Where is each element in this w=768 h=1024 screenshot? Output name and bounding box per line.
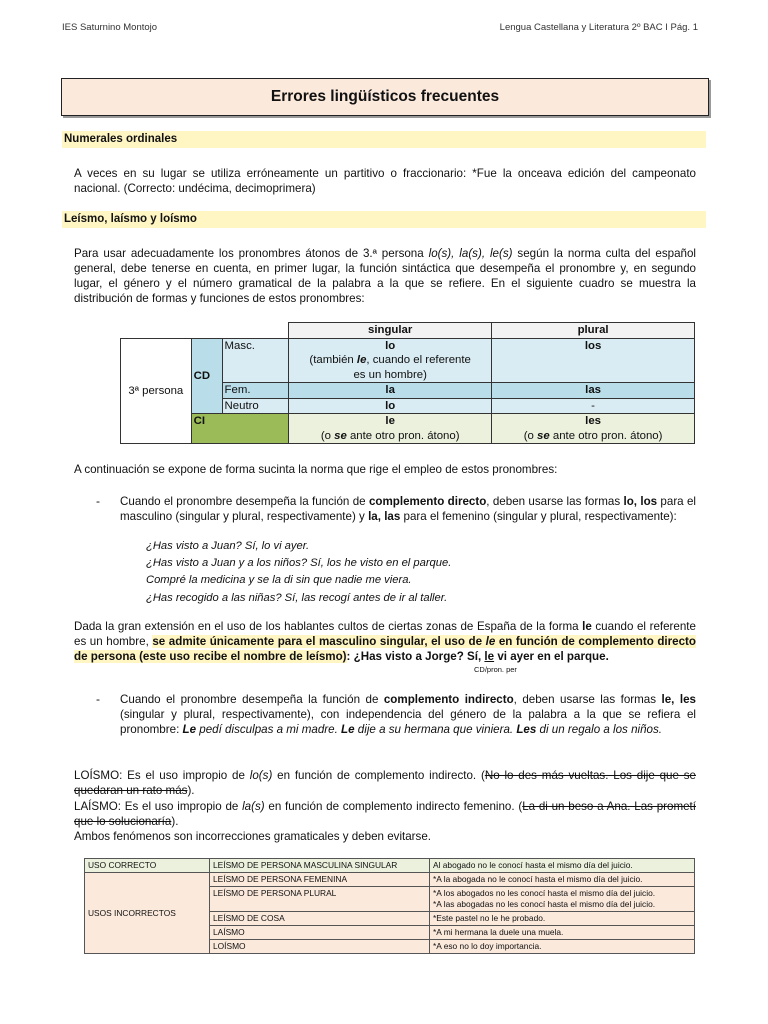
table-row-example: Al abogado no le conocí hasta el mismo día del juicio. <box>430 859 695 873</box>
fem-label: Fem. <box>222 383 289 399</box>
ci-singular: le (o se ante otro pron. átono) <box>289 414 492 444</box>
example-2: ¿Has visto a Juan y a los niños? Sí, los he visto en el parque. <box>146 557 452 569</box>
table-row-type: LAÍSMO <box>210 926 430 940</box>
header-left: IES Saturnino Montojo <box>62 22 158 33</box>
fem-singular: la <box>289 383 492 399</box>
bullet-cd: Cuando el pronombre desempeña la función de complemento directo, deben usarse las formas lo, los para el masculino (singular y plural, respectivamente) y la, las para el femenino (singular y plural, respectivamente): <box>120 495 696 523</box>
bullet-dash: - <box>96 494 100 508</box>
masc-singular: lo (también le, cuando el referente es un hombre) <box>289 338 492 383</box>
section-heading-leismo: Leísmo, laísmo y loísmo <box>62 211 706 228</box>
example-4: ¿Has recogido a las niñas? Sí, las recogí antes de ir al taller. <box>146 592 448 604</box>
table-row-example: *A los abogados no les conocí hasta el mismo día del juicio. *A las abogadas no les conocí hasta el mismo día del juicio. <box>430 887 695 912</box>
neutro-plural: - <box>492 398 695 414</box>
neutro-singular: lo <box>289 398 492 414</box>
table-row-type: LEÍSMO DE PERSONA FEMENINA <box>210 873 430 887</box>
usage-table <box>84 858 695 954</box>
bullet-dash: - <box>96 692 100 706</box>
uso-correcto-label: USO CORRECTO <box>85 859 210 873</box>
ambos-text: Ambos fenómenos son incorrecciones gramaticales y deben evitarse. <box>74 830 432 843</box>
laismo-definition: LAÍSMO: Es el uso impropio de la(s) en función de complemento indirecto femenino. (La di un beso a Ana. Las prometí que lo solucionaría). <box>74 800 696 828</box>
table-row-example: *Este pastel no le he probado. <box>430 912 695 926</box>
example-1: ¿Has visto a Juan? Sí, lo vi ayer. <box>146 540 310 552</box>
example-3: Compré la medicina y se la di sin que nadie me viera. <box>146 574 412 586</box>
ci-plural: les (o se ante otro pron. átono) <box>492 414 695 444</box>
loismo-definition: LOÍSMO: Es el uso impropio de lo(s) en función de complemento indirecto. (No lo des más vueltas. Los dije que se quedaran un rato más). <box>74 769 696 797</box>
usos-incorrectos-label: USOS INCORRECTOS <box>85 873 210 954</box>
col-plural: plural <box>492 323 695 339</box>
table-row-type: LEÍSMO DE COSA <box>210 912 430 926</box>
cd-label: CD <box>191 338 222 414</box>
masc-plural: los <box>492 338 695 383</box>
numerales-text: A veces en su lugar se utiliza erróneamente un partitivo o fraccionario: *Fue la onceava edición del campeonato nacional. (Correcto: undécima, decimoprimera) <box>74 167 696 195</box>
header-right: Lengua Castellana y Literatura 2º BAC I Pág. 1 <box>499 22 698 33</box>
table-row-example: *A eso no lo doy importancia. <box>430 940 695 954</box>
table-row-example: *A mi hermana la duele una muela. <box>430 926 695 940</box>
persona-label: 3ª persona <box>121 338 192 444</box>
masc-label: Masc. <box>222 338 289 383</box>
table-row-example: *A la abogada no le conocí hasta el mismo día del juicio. <box>430 873 695 887</box>
table-row-type: LOÍSMO <box>210 940 430 954</box>
ci-label: CI <box>191 414 289 444</box>
pronoun-table <box>120 322 695 444</box>
col-singular: singular <box>289 323 492 339</box>
bullet-ci: Cuando el pronombre desempeña la función de complemento indirecto, deben usarse las formas le, les (singular y plural, respectivamente), con independencia del género de la palabra a la que se refiera el pronombre: Le pedí disculpas a mi madre. Le dije a su hermana que viniera. Les di un regalo a los niños. <box>120 693 696 736</box>
neutro-label: Neutro <box>222 398 289 414</box>
continuation-text: A continuación se expone de forma sucinta la norma que rige el empleo de estos pronombres: <box>74 463 558 476</box>
page-title: Errores lingüísticos frecuentes <box>61 78 709 116</box>
table-row-type: LEÍSMO DE PERSONA MASCULINA SINGULAR <box>210 859 430 873</box>
leismo-intro: Para usar adecuadamente los pronombres átonos de 3.ª persona lo(s), la(s), le(s) según la norma culta del español general, debe tenerse en cuenta, en primer lugar, la función sintáctica que desempeña el pronombre y, en segundo lugar, el género y el número gramatical de la palabra a la que se refiere. En el siguiente cuadro se muestra la distribución de formas y funciones de estos pronombres: <box>74 247 697 305</box>
leismo-admitido-text: Dada la gran extensión en el uso de los hablantes cultos de ciertas zonas de España de la forma le cuando el referente es un hombre, se admite únicamente para el masculino singular, el uso de le en función de complemento directo de persona (este uso recibe el nombre de leísmo): ¿Has visto a Jorge? Sí, le vi ayer en el parque. <box>74 620 696 663</box>
table-row-type: LEÍSMO DE PERSONA PLURAL <box>210 887 430 912</box>
section-heading-numerales: Numerales ordinales <box>62 131 706 148</box>
fem-plural: las <box>492 383 695 399</box>
cd-note: CD/pron. per <box>474 665 517 674</box>
